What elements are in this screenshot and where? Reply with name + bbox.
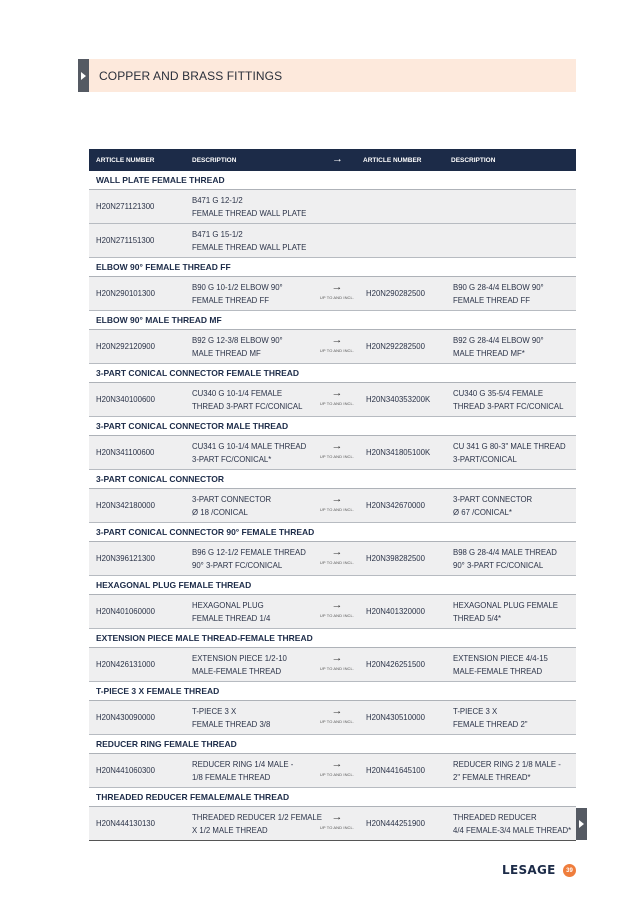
description-line: FEMALE THREAD 1/4: [192, 613, 271, 623]
article-number-2: H20N398282500: [366, 554, 425, 563]
description-line: CU 341 G 80-3" MALE THREAD: [453, 442, 566, 451]
table-row: [89, 648, 576, 682]
description-line: FEMALE THREAD WALL PLATE: [192, 242, 307, 252]
section-title: COPPER AND BRASS FITTINGS: [99, 68, 283, 83]
range-indicator: [315, 281, 359, 300]
header-article-number-2: ARTICLE NUMBER: [363, 156, 422, 164]
group-title: 3-PART CONICAL CONNECTOR 90° FEMALE THREAD: [89, 523, 576, 542]
description-line: MALE-FEMALE THREAD: [453, 666, 543, 676]
description-line: 1/8 FEMALE THREAD: [192, 772, 271, 782]
article-number: H20N342180000: [96, 501, 155, 510]
description: [192, 547, 322, 572]
table-row: [89, 807, 576, 841]
arrow-right-icon: →: [331, 811, 343, 823]
group-title: 3-PART CONICAL CONNECTOR: [89, 470, 576, 489]
group-title: REDUCER RING FEMALE THREAD: [89, 735, 576, 754]
table-row: [89, 701, 576, 735]
range-indicator: [315, 387, 359, 406]
description-line: 3-PART CONNECTOR: [192, 495, 272, 504]
description-2: [453, 759, 577, 784]
description-line: Ø 18 /CONICAL: [192, 507, 248, 517]
header-description: DESCRIPTION: [192, 156, 237, 164]
description: [192, 494, 322, 519]
description-line: T-PIECE 3 X: [192, 707, 237, 716]
description-line: REDUCER RING 1/4 MALE -: [192, 760, 294, 769]
description-line: X 1/2 MALE THREAD: [192, 825, 268, 835]
article-number: H20N292120900: [96, 342, 155, 351]
article-number: H20N396121300: [96, 554, 155, 563]
description-line: FEMALE THREAD 2": [453, 719, 528, 729]
description: [192, 812, 322, 837]
header-arrow-icon: →: [332, 153, 343, 165]
group-title: 3-PART CONICAL CONNECTOR FEMALE THREAD: [89, 364, 576, 383]
description-line: B471 G 15-1/2: [192, 230, 243, 239]
range-indicator: [315, 599, 359, 618]
article-number-2: H20N292282500: [366, 342, 425, 351]
article-number-2: H20N441645100: [366, 766, 425, 775]
article-number: H20N426131000: [96, 660, 155, 669]
product-group: [89, 311, 576, 364]
table-row: [89, 190, 576, 224]
arrow-right-icon: →: [331, 705, 343, 717]
description-line: MALE-FEMALE THREAD: [192, 666, 282, 676]
table-row: [89, 595, 576, 629]
description-line: B90 G 28-4/4 ELBOW 90°: [453, 283, 544, 292]
description: [192, 335, 322, 360]
description-line: THREADED REDUCER 1/2 FEMALE: [192, 813, 322, 822]
product-group: [89, 576, 576, 629]
range-indicator: [315, 334, 359, 353]
description-line: 3-PART CONNECTOR: [453, 495, 533, 504]
description-line: 90° 3-PART FC/CONICAL: [192, 560, 283, 570]
description-line: CU341 G 10-1/4 MALE THREAD: [192, 442, 307, 451]
description-line: 3-PART/CONICAL: [453, 454, 517, 464]
article-number-2: H20N426251500: [366, 660, 425, 669]
description: [192, 229, 322, 254]
range-label: UP TO AND INCL.: [319, 348, 355, 353]
article-number: H20N341100600: [96, 448, 155, 457]
description-line: THREAD 3-PART FC/CONICAL: [192, 401, 303, 411]
product-group: [89, 788, 576, 841]
product-group: [89, 682, 576, 735]
range-label: UP TO AND INCL.: [319, 719, 355, 724]
description-line: 4/4 FEMALE-3/4 MALE THREAD*: [453, 825, 572, 835]
article-number: H20N441060300: [96, 766, 155, 775]
description-line: MALE THREAD MF: [192, 348, 261, 358]
product-group: [89, 258, 576, 311]
article-number: H20N401060000: [96, 607, 155, 616]
description-line: HEXAGONAL PLUG FEMALE: [453, 601, 558, 610]
arrow-right-icon: →: [331, 387, 343, 399]
section-header: [78, 59, 576, 92]
triangle-right-icon: [81, 72, 86, 80]
table-body: [89, 171, 576, 841]
article-number: H20N271151300: [96, 236, 155, 245]
range-label: UP TO AND INCL.: [319, 560, 355, 565]
description-line: B98 G 28-4/4 MALE THREAD: [453, 548, 557, 557]
description: [192, 388, 322, 413]
description-line: THREAD 3-PART FC/CONICAL: [453, 401, 564, 411]
description-2: [453, 282, 577, 307]
description-line: MALE THREAD MF*: [453, 348, 525, 358]
description-2: [453, 812, 577, 837]
range-indicator: [315, 493, 359, 512]
article-number-2: H20N341805100K: [366, 448, 431, 457]
table-row: [89, 277, 576, 311]
product-group: [89, 470, 576, 523]
range-indicator: [315, 758, 359, 777]
table-row: [89, 436, 576, 470]
description: [192, 282, 322, 307]
description: [192, 441, 322, 466]
range-indicator: [315, 652, 359, 671]
range-label: UP TO AND INCL.: [319, 295, 355, 300]
description-line: B92 G 12-3/8 ELBOW 90°: [192, 336, 283, 345]
description-2: [453, 441, 577, 466]
group-title: EXTENSION PIECE MALE THREAD-FEMALE THREAD: [89, 629, 576, 648]
description-line: 90° 3-PART FC/CONICAL: [453, 560, 544, 570]
description-2: [453, 494, 577, 519]
page-number: 39: [563, 864, 576, 877]
article-number-2: H20N342670000: [366, 501, 425, 510]
range-label: UP TO AND INCL.: [319, 825, 355, 830]
range-indicator: [315, 811, 359, 830]
description-line: 2" FEMALE THREAD*: [453, 772, 531, 782]
description: [192, 195, 322, 220]
description-line: EXTENSION PIECE 4/4-15: [453, 654, 548, 663]
group-title: T-PIECE 3 X FEMALE THREAD: [89, 682, 576, 701]
arrow-right-icon: →: [331, 546, 343, 558]
section-marker: [78, 59, 89, 92]
table-row: [89, 330, 576, 364]
description-line: HEXAGONAL PLUG: [192, 601, 264, 610]
description-line: FEMALE THREAD WALL PLATE: [192, 208, 307, 218]
product-table: [89, 149, 576, 841]
range-label: UP TO AND INCL.: [319, 613, 355, 618]
group-title: ELBOW 90° FEMALE THREAD FF: [89, 258, 576, 277]
article-number-2: H20N444251900: [366, 819, 425, 828]
description-line: B92 G 28-4/4 ELBOW 90°: [453, 336, 544, 345]
arrow-right-icon: →: [331, 440, 343, 452]
description: [192, 600, 322, 625]
header-description-2: DESCRIPTION: [451, 156, 496, 164]
description-line: B96 G 12-1/2 FEMALE THREAD: [192, 548, 306, 557]
group-title: HEXAGONAL PLUG FEMALE THREAD: [89, 576, 576, 595]
article-number-2: H20N340353200K: [366, 395, 431, 404]
description-line: 3-PART FC/CONICAL*: [192, 454, 272, 464]
description-line: FEMALE THREAD FF: [453, 295, 530, 305]
range-indicator: [315, 440, 359, 459]
table-row: [89, 754, 576, 788]
description-2: [453, 653, 577, 678]
table-row: [89, 224, 576, 258]
description-line: CU340 G 35-5/4 FEMALE: [453, 389, 544, 398]
article-number-2: H20N430510000: [366, 713, 425, 722]
arrow-right-icon: →: [331, 599, 343, 611]
next-page-tab[interactable]: [576, 808, 587, 840]
range-label: UP TO AND INCL.: [319, 454, 355, 459]
table-row: [89, 489, 576, 523]
description-line: B471 G 12-1/2: [192, 196, 243, 205]
arrow-right-icon: →: [331, 652, 343, 664]
triangle-right-icon: [579, 820, 584, 828]
description-line: Ø 67 /CONICAL*: [453, 507, 512, 517]
description-line: FEMALE THREAD 3/8: [192, 719, 271, 729]
article-number: H20N430090000: [96, 713, 155, 722]
range-label: UP TO AND INCL.: [319, 507, 355, 512]
group-title: ELBOW 90° MALE THREAD MF: [89, 311, 576, 330]
product-group: [89, 171, 576, 258]
header-article-number: ARTICLE NUMBER: [96, 156, 155, 164]
description-2: [453, 706, 577, 731]
description-line: THREAD 5/4*: [453, 613, 502, 623]
description-2: [453, 600, 577, 625]
arrow-right-icon: →: [331, 493, 343, 505]
article-number: H20N271121300: [96, 202, 155, 211]
group-title: THREADED REDUCER FEMALE/MALE THREAD: [89, 788, 576, 807]
range-label: UP TO AND INCL.: [319, 666, 355, 671]
product-group: [89, 417, 576, 470]
article-number-2: H20N401320000: [366, 607, 425, 616]
arrow-right-icon: →: [331, 334, 343, 346]
table-row: [89, 383, 576, 417]
article-number-2: H20N290282500: [366, 289, 425, 298]
product-group: [89, 735, 576, 788]
group-title: WALL PLATE FEMALE THREAD: [89, 171, 576, 190]
article-number: H20N340100600: [96, 395, 155, 404]
description: [192, 706, 322, 731]
arrow-right-icon: →: [331, 758, 343, 770]
table-header: [89, 149, 576, 171]
range-indicator: [315, 705, 359, 724]
description-line: FEMALE THREAD FF: [192, 295, 269, 305]
product-group: [89, 629, 576, 682]
range-indicator: [315, 546, 359, 565]
description-line: REDUCER RING 2 1/8 MALE -: [453, 760, 561, 769]
description: [192, 653, 322, 678]
arrow-right-icon: →: [331, 281, 343, 293]
range-label: UP TO AND INCL.: [319, 401, 355, 406]
range-label: UP TO AND INCL.: [319, 772, 355, 777]
product-group: [89, 523, 576, 576]
description-line: EXTENSION PIECE 1/2-10: [192, 654, 287, 663]
brand-logo: LESAGE: [502, 863, 556, 877]
description-line: CU340 G 10-1/4 FEMALE: [192, 389, 283, 398]
description-line: B90 G 10-1/2 ELBOW 90°: [192, 283, 283, 292]
article-number: H20N444130130: [96, 819, 155, 828]
group-title: 3-PART CONICAL CONNECTOR MALE THREAD: [89, 417, 576, 436]
article-number: H20N290101300: [96, 289, 155, 298]
product-group: [89, 364, 576, 417]
description-line: T-PIECE 3 X: [453, 707, 498, 716]
description-2: [453, 335, 577, 360]
description-2: [453, 547, 577, 572]
description-line: THREADED REDUCER: [453, 813, 537, 822]
description-2: [453, 388, 577, 413]
description: [192, 759, 322, 784]
table-row: [89, 542, 576, 576]
